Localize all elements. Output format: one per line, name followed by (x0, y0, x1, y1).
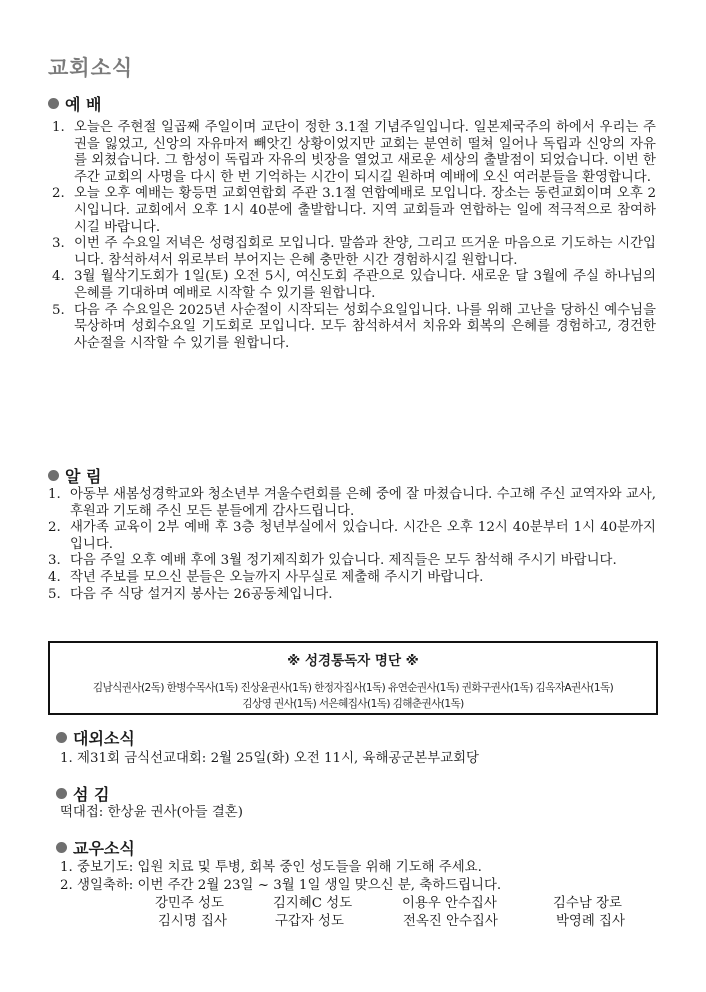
service-heading-label: 섬 김 (73, 785, 110, 804)
bible-readers-line: 김남식권사(2독) 한병수목사(1독) 진상윤권사(1독) 한정자집사(1독) 유연순권사(1독) 권화구권사(1독) 김옥자A권사(1독) (92, 682, 614, 694)
birthday-name: 박영례 집사 (556, 914, 625, 929)
list-item: 2. 오늘 오후 예배는 황등면 교회연합회 주관 3.1절 연합예배로 모입니다. 장소는 동련교회이며 오후 2시입니다. 교회에서 오후 1시 40분에 출발합니다. 지역 교회들과 연합하는 일에 적극적으로 참여하시길 바랍니다. (52, 186, 656, 235)
notices-heading-label: 알 림 (65, 467, 102, 486)
members-heading-label: 교우소식 (73, 839, 135, 858)
members-item-birthday: 2. 생일축하: 이번 주간 2월 23일 ~ 3월 1일 생일 맞으신 분, 축하드립니다. (60, 878, 502, 893)
members-item-prayer: 1. 중보기도: 입원 치료 및 투병, 회복 중인 성도들을 위해 기도해 주세요. (60, 860, 482, 875)
birthday-name: 김수남 장로 (553, 896, 622, 911)
list-item: 3. 다음 주일 오후 예배 후에 3월 정기제직회가 있습니다. 제직들은 모두 참석해 주시기 바랍니다. (48, 553, 617, 569)
list-item: 3. 이번 주 수요일 저녁은 성령집회로 모입니다. 말씀과 찬양, 그리고 뜨거운 마음으로 기도하는 시간입니다. 참석하셔서 위로부터 부어지는 은혜 충만한 시간 경험하시길 원합니다. (52, 236, 656, 268)
birthday-name: 구갑자 성도 (275, 914, 344, 929)
bible-readers-line: 김상영 권사(1독) 서은혜집사(1독) 김해춘권사(1독) (242, 698, 464, 710)
bullet-icon (56, 842, 67, 853)
worship-list (52, 120, 656, 352)
bible-readers-title: ※ 성경통독자 명단 ※ (287, 653, 419, 669)
bible-readers-names (50, 680, 656, 712)
list-item: 5. 다음 주 식당 설거지 봉사는 26공동체입니다. (48, 586, 333, 602)
birthday-name: 강민주 성도 (155, 896, 224, 911)
worship-heading (48, 92, 101, 115)
birthday-name: 김시명 집사 (158, 914, 227, 929)
list-item: 5. 다음 주 수요일은 2025년 사순절이 시작되는 성회수요일입니다. 나를 위해 고난을 당하신 예수님을 묵상하며 성회수요일 기도회로 모입니다. 모두 참석하셔서 치유와 회복의 은혜를 경험하고, 경건한 사순절을 시작할 수 있기를 원합니다. (52, 302, 656, 351)
bullet-icon (56, 732, 67, 743)
external-heading (56, 726, 135, 749)
birthday-name: 전옥진 안수집사 (403, 914, 498, 929)
page-title: 교회소식 (48, 56, 134, 80)
list-item: 4. 작년 주보를 모으신 분들은 오늘까지 사무실로 제출해 주시기 바랍니다. (48, 569, 484, 585)
list-item: 4. 3월 월삭기도회가 1일(토) 오전 5시, 여신도회 주관으로 있습니다. 새로운 달 3월에 주실 하나님의 은혜를 기대하며 예배로 시작할 수 있기를 원합니다. (52, 269, 656, 301)
service-heading (56, 782, 109, 805)
bullet-icon (48, 98, 59, 109)
external-heading-label: 대외소식 (73, 729, 135, 748)
bullet-icon (56, 788, 67, 799)
service-text: 떡대접: 한상윤 권사(아들 결혼) (60, 805, 243, 820)
list-item: 1. 아동부 새봄성경학교와 청소년부 겨울수련회를 은혜 중에 잘 마쳤습니다. 수고해 주신 교역자와 교사, 후원과 기도해 주신 모든 분들에게 감사드립니다. (48, 487, 656, 519)
birthday-name: 김지혜C 성도 (273, 896, 353, 911)
list-item: 1. 오늘은 주현절 일곱째 주일이며 교단이 정한 3.1절 기념주일입니다. 일본제국주의 하에서 우리는 주권을 잃었고, 신앙의 자유마저 빼앗긴 상황이었지만 교회는 분연히 떨쳐 일어나 독립과 신앙의 자유를 외쳤습니다. 그 함성이 독립과 자유의 빗장을 열었고 새로운 세상의 출발점이 되었습니다. 이번 한 주간 교회의 사명을 다시 한 번 기억하는 시간이 되시길 원하며 예배에 오신 여러분들을 환영합니다. (52, 120, 656, 185)
birthday-names (0, 895, 706, 935)
worship-heading-label: 예 배 (65, 95, 102, 114)
external-item: 1. 제31회 금식선교대회: 2월 25일(화) 오전 11시, 육해공군본부교회당 (60, 751, 479, 766)
notices-list (48, 487, 656, 603)
birthday-name: 이용우 안수집사 (402, 896, 497, 911)
bullet-icon (48, 470, 59, 481)
notices-heading (48, 464, 101, 487)
list-item: 2. 새가족 교육이 2부 예배 후 3층 청년부실에서 있습니다. 시간은 오후 12시 40분부터 1시 40분까지입니다. (48, 520, 656, 552)
bible-readers-box (48, 641, 658, 715)
members-heading (56, 836, 135, 859)
